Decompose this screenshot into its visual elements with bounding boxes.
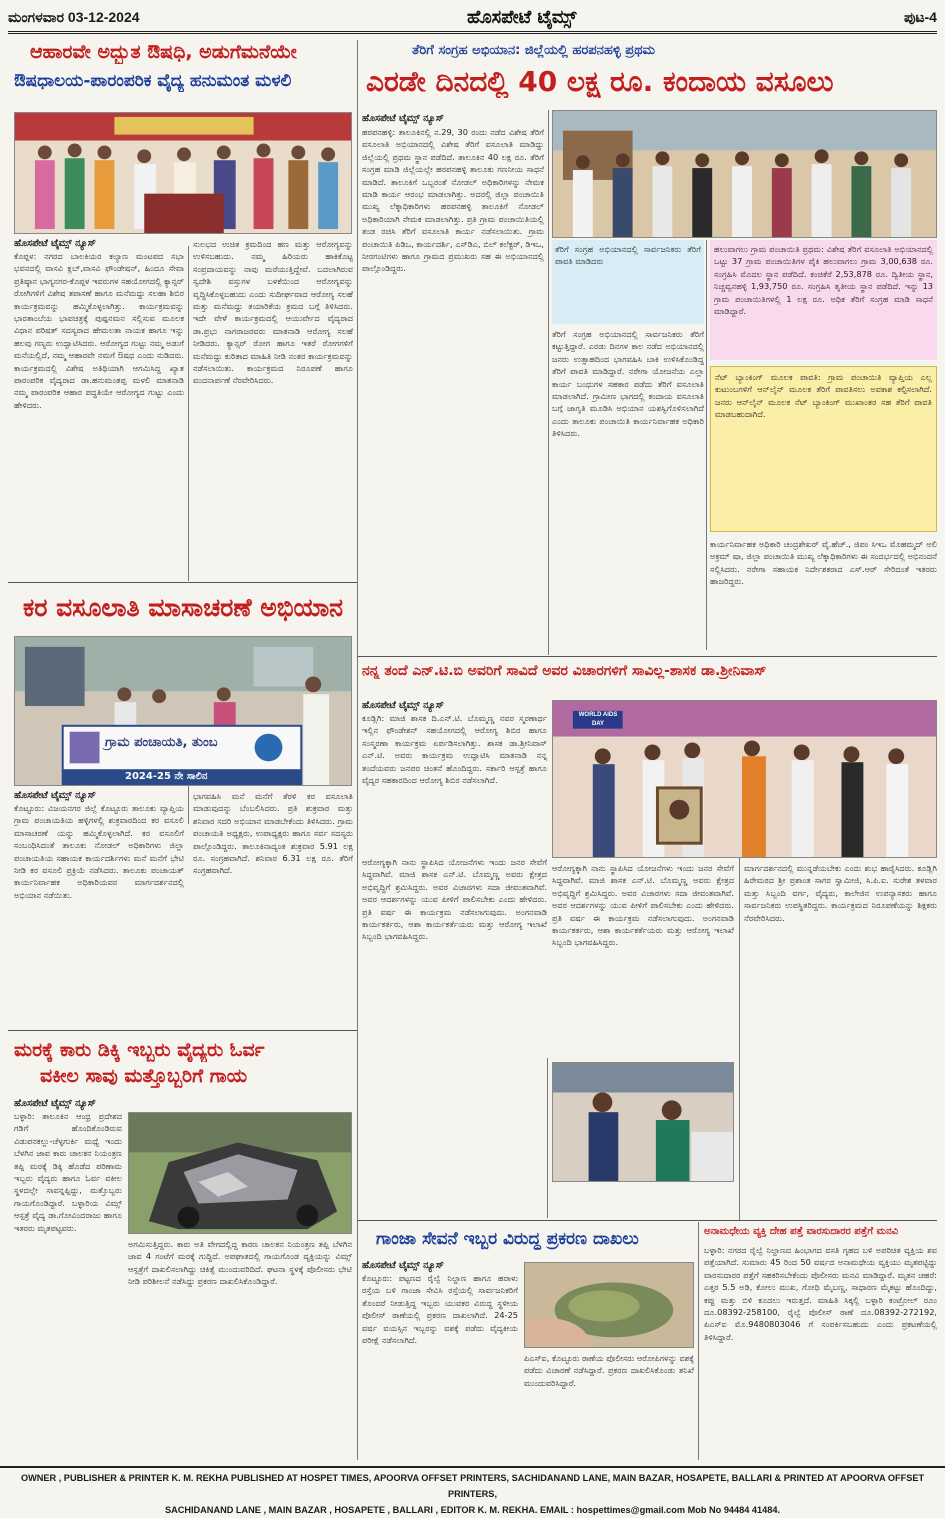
story2-pink-box-text: ಹಲುವಾಗಲು ಗ್ರಾಮ ಪಂಚಾಯಿತಿ ಪ್ರಥಮ: ವಿಶೇಷ ತೆರಿಗೆ ವಸೂಲಾತಿ ಅಭಿಯಾನದಲ್ಲಿ ಒಟ್ಟು 37 ಗ್ರಾಮ ಪಂಚಾಯಿತಿಗಳ ಪೈಕಿ ಹಲುವಾಗಲು ಗ್ರಾಮ 3,00,638 ರೂ. ಸಂಗ್ರಹಿಸಿ ಮೊದಲ ಸ್ಥಾನ ಪಡೆದಿದೆ. ಕಂಚಿಕೆರೆ 2,53,878 ರೂ. ದ್ವಿತೀಯ ಸ್ಥಾನ, ನಿಚ್ಚವ್ವನಹಳ್ಳಿ 1,93,750 ರೂ. ಸಂಗ್ರಹಿಸಿ ತೃತೀಯ ಸ್ಥಾನ ಪಡೆದಿದೆ. ಇನ್ನು 13 ಗ್ರಾಮ ಪಂಚಾಯಿತಿಗಳಲ್ಲಿ 1 ಲಕ್ಷ ರೂ. ಅಧಿಕ ತೆರಿಗೆ ಸಂಗ್ರಹ ಮಾಡಿ ಸಾಧನೆ ಮಾಡಿದ್ದಾರೆ.: [714, 244, 933, 317]
story2-body-col2: ತೆರಿಗೆ ಸಂಗ್ರಹ ಅಭಿಯಾನದಲ್ಲಿ ಸಾರ್ವಜನಿಕರು ತೆರಿಗೆ ಕಟ್ಟುತ್ತಿದ್ದಾರೆ. ಎರಡು ದಿನಗಳ ಕಾಲ ನಡೆದ ಅಭಿಯಾನದಲ್ಲಿ ಜನರು ಉತ್ಸಾಹದಿಂದ ಭಾಗವಹಿಸಿ ಬಾಕಿ ಉಳಿಸಿಕೊಂಡಿದ್ದ ತೆರಿಗೆ ಪಾವತಿ ಮಾಡಿದ್ದಾರೆ. ನರೇಗಾ ಯೋಜನೆಯ ಎಲ್ಲಾ ಕಾರ್ಯ ಬಂಧುಗಳ ಸಹಕಾರ ಪಡೆದು ತೆರಿಗೆ ವಸೂಲಾತಿ ಮಾಡಲಾಗಿದೆ. ಗ್ರಾಮೀಣ ಭಾಗದಲ್ಲಿ ಕಂದಾಯ ವಸೂಲಾತಿ ಬಗ್ಗೆ ಜಾಗೃತಿ ಮೂಡಿಸಿ ಅಭಿಯಾನ ಯಶಸ್ವಿಗೊಳಿಸಲಾಗಿದೆ ಎಂದು ತಾಲೂಕು ಪಂಚಾಯಿತಿ ಕಾರ್ಯನಿರ್ವಾಹಕ ಅಧಿಕಾರಿ ತಿಳಿಸಿದರು.: [552, 329, 704, 439]
story2-pink-box: [710, 240, 937, 360]
page-number: ಪುಟ-4: [903, 9, 937, 25]
story1-photo: [14, 112, 352, 234]
story4-byline: ಹೊಸಪೇಟೆ ಟೈಮ್ಸ್ ನ್ಯೂಸ್: [14, 1098, 96, 1109]
story2-photo-caption-box: [552, 240, 704, 324]
footer-imprint: [0, 1466, 945, 1515]
story4-headline-line1: ಮರಕ್ಕೆ ಕಾರು ಡಿಕ್ಕಿ ಇಬ್ಬರು ವೈದ್ಯರು ಓರ್ವ: [14, 1040, 265, 1061]
story5-photo: [552, 700, 937, 858]
story2-byline: ಹೊಸಪೇಟೆ ಟೈಮ್ಸ್ ನ್ಯೂಸ್: [362, 113, 444, 124]
story6-byline: ಹೊಸಪೇಟೆ ಟೈಮ್ಸ್ ನ್ಯೂಸ್: [362, 1260, 444, 1271]
story7-headline: ಅನಾಮಧೇಯ ವ್ಯಕ್ತಿ ದೇಹ ಪತ್ತೆ ವಾರಸುದಾರರ ಪತ್ತೆಗೆ ಮನವಿ: [704, 1226, 899, 1237]
story5-body-mid: ಆರೋಗ್ಯಕ್ಕಾಗಿ ನಾನು ಸ್ಥಾಪಿಸಿದ ಯೋಜನೆಗಳು ಇಂದು ಜನರ ಸೇವೆಗೆ ಸಿದ್ಧವಾಗಿವೆ. ಮಾಜಿ ಶಾಸಕ ಎನ್.ಟಿ. ಬೊಮ್ಮಣ್ಣ ಅವರು ಕ್ಷೇತ್ರದ ಅಭಿವೃದ್ಧಿಗೆ ಶ್ರಮಿಸಿದ್ದರು. ಅವರ ವಿಚಾರಗಳು ಸದಾ ಜೀವಂತವಾಗಿವೆ. ಅವರ ಆದರ್ಶಗಳನ್ನು ಯುವ ಪೀಳಿಗೆ ಪಾಲಿಸಬೇಕು ಎಂದು ಹೇಳಿದರು. ಪ್ರತಿ ವರ್ಷ ಈ ಕಾರ್ಯಕ್ರಮ ನಡೆಸಲಾಗುವುದು. ಅಂಗನವಾಡಿ ಕಾರ್ಯಕರ್ತರು, ಆಶಾ ಕಾರ್ಯಕರ್ತೆಯರು ಮತ್ತು ಆರೋಗ್ಯ ಇಲಾಖೆ ಸಿಬ್ಬಂದಿ ಭಾಗವಹಿಸಿದ್ದರು.: [552, 863, 734, 948]
story5-photo-2: [552, 1062, 734, 1182]
story1-headline-line2: ಔಷಧಾಲಯ-ಪಾರಂಪರಿಕ ವೈದ್ಯ ಹನುಮಂತ ಮಳಲಿ: [14, 72, 292, 91]
footer-line1: OWNER , PUBLISHER & PRINTER K. M. REKHA PUBLISHED AT HOSPET TIMES, APOORVA OFFSET PRINTERS, SACHIDANAND LANE, MAIN BAZAR, HOSAPETE, BALLARI & PRINTED AT APOORVA OFFSET PRINTERS,: [20, 1473, 925, 1499]
story3-photo: [14, 636, 352, 786]
footer-line2: SACHIDANAND LANE , MAIN BAZAR , HOSAPETE , BALLARI , EDITOR K. M. REKHA. EMAIL : hospettimes@gmail.com Mob No 94484 41484.: [164, 1505, 781, 1515]
story3-byline: ಹೊಸಪೇಟೆ ಟೈಮ್ಸ್ ನ್ಯೂಸ್: [14, 790, 96, 801]
story6-headline: ಗಾಂಜಾ ಸೇವನೆ ಇಬ್ಬರ ವಿರುದ್ಧ ಪ್ರಕರಣ ದಾಖಲು: [376, 1230, 639, 1249]
masthead: [8, 4, 937, 34]
story2-photo: [552, 110, 937, 238]
story4-headline-line2: ವಕೀಲ ಸಾವು ಮತ್ತೊಬ್ಬರಿಗೆ ಗಾಯ: [40, 1066, 248, 1087]
story3-body-left: ಕೊಟ್ಟೂರು: ವಿಜಯನಗರ ಜಿಲ್ಲೆ ಕೊಟ್ಟೂರು ತಾಲೂಕು ವ್ಯಾಪ್ತಿಯ ಗ್ರಾಮ ಪಂಚಾಯತಿಯ ಹಳ್ಳಿಗಳಲ್ಲಿ ಶುಕ್ರವಾರದಿಂದ ಕರ ವಸೂಲಿ ಮಾಸಾಚರಣೆ ಯನ್ನು ಹಮ್ಮಿಕೊಳ್ಳಲಾಗಿದೆ. ಕರ ವಸೂಲಿಗೆ ಸಂಬಂಧಿಸಿದಂತೆ ತಾಲೂಕು ನೋಡಲ್ ಅಧಿಕಾರಿಗಳು ಜಿಲ್ಲಾ ಪಂಚಾಯತಿಯ ಸಹಾಯಕ ಕಾರ್ಯದರ್ಶಿಗಳು ಮನೆ ಮನೆಗೆ ಭೇಟಿ ನೀಡಿ ಕರ ವಸೂಲಿ ಪ್ರಕ್ರಿಯೆ ನಡೆಸಿದರು. ತಾಲೂಕು ಪಂಚಾಯತ್ ಕಾರ್ಯನಿರ್ವಾಹಕ ಅಧಿಕಾರಿಯವರ ಮಾರ್ಗದರ್ಶನದಲ್ಲಿ ಅಭಿಯಾನ ನಡೆಯಿತು.: [14, 803, 184, 900]
story2-kicker: ತೆರಿಗೆ ಸಂಗ್ರಹ ಅಭಿಯಾನ: ಜಿಲ್ಲೆಯಲ್ಲಿ ಹರಪನಹಳ್ಳಿ ಪ್ರಥಮ: [412, 44, 655, 58]
story5-headline: ನನ್ನ ತಂದೆ ಎನ್.ಟಿ.ಬಿ ಅವರಿಗೆ ಸಾವಿದೆ ಅವರ ವಿಚಾರಗಳಿಗೆ ಸಾವಿಲ್ಲ-ಶಾಸಕ ಡಾ.ಶ್ರೀನಿವಾಸ್: [362, 663, 767, 679]
story1-body-right: ಸುಲಭದ ಉಚಿತ ಕ್ರಮದಿಂದ ಹಣ ಮತ್ತು ಆರೋಗ್ಯವನ್ನು ಉಳಿಸಬಹುದು. ನಮ್ಮ ಹಿರಿಯರು ಹಾಕಿಕೊಟ್ಟ ಸಂಪ್ರದಾಯವನ್ನು ನಾವು ಮರೆಯುತ್ತಿದ್ದೇವೆ. ಬದಲಾಗಿರುವ ಸ್ವದೇಶಿ ವಸ್ತುಗಳ ಬಳಕೆಯಿಂದ ಆರೋಗ್ಯವನ್ನು ವೃದ್ಧಿಸಿಕೊಳ್ಳಬಹುದು ಎಂದು ಸುದೀರ್ಘವಾದ ಆರೋಗ್ಯ ಸಲಹೆ ಮತ್ತು ಮನೆಮದ್ದು ತಯಾರಿಕೆಯ ಕ್ರಮದ ಬಗ್ಗೆ ತಿಳಿಸಿದರು. ಇದೇ ವೇಳೆ ಕಾರ್ಯಕ್ರಮದಲ್ಲಿ ಆಯುರ್ವೇದ ವೈದ್ಯರಾದ ಡಾ.ಪ್ರಭು ನಾಗರಾಜರವರು ಮಾತನಾಡಿ ಆರೋಗ್ಯ ಸಲಹೆ ನೀಡಿದರು. ಕ್ಯಾನ್ಸರ್ ರೋಗ ಹಾಗೂ ಇತರೆ ರೋಗಗಳಿಗೆ ಮನೆಮದ್ದು ಕುರಿತಾದ ಮಾಹಿತಿ ನೀಡಿ ನಂತರ ಕಾರ್ಯಕ್ರಮವನ್ನು ನಡೆಸಲಾಯಿತು. ಕಾರ್ಯಕ್ರಮದ ನಿರೂಪಣೆ ಹಾಗೂ ವಂದನಾರ್ಪಣೆ ನೆರವೇರಿಸಿದರು.: [193, 239, 353, 386]
story2-photo-caption: ತೆರಿಗೆ ಸಂಗ್ರಹ ಅಭಿಯಾನದಲ್ಲಿ ಸಾರ್ವಜನಿಕರು ತೆರಿಗೆ ಪಾವತಿ ಮಾಡಿದರು: [555, 244, 701, 267]
story7-body: ಬಳ್ಳಾರಿ: ನಗರದ ರೈಲ್ವೆ ನಿಲ್ದಾಣದ ಹಿಂಭಾಗದ ವಸತಿ ಗೃಹದ ಬಳಿ ಅಪರಿಚಿತ ವ್ಯಕ್ತಿಯ ಶವ ಪತ್ತೆಯಾಗಿದೆ. ಸುಮಾರು 45 ರಿಂದ 50 ವರ್ಷದ ಅನಾಮಧೇಯ ವ್ಯಕ್ತಿಯು ಮೃತಪಟ್ಟಿದ್ದು ವಾರಸುದಾರರ ಪತ್ತೆಗೆ ಸಹಕರಿಸಬೇಕೆಂದು ಪೊಲೀಸರು ಮನವಿ ಮಾಡಿದ್ದಾರೆ. ಮೃತನ ಚಹರೆ: ಎತ್ತರ 5.5 ಅಡಿ, ಕೋಲು ಮುಖ, ಗೋಧಿ ಮೈಬಣ್ಣ, ಸಾಧಾರಣ ಮೈಕಟ್ಟು ಹೊಂದಿದ್ದು, ಕಪ್ಪು ಮತ್ತು ಬಿಳಿ ಕೂದಲು ಇರುತ್ತದೆ. ಮಾಹಿತಿ ಸಿಕ್ಕಲ್ಲಿ ಬಳ್ಳಾರಿ ಕಂಟ್ರೋಲ್ ರೂಂ ದೂ.08392-258100, ರೈಲ್ವೆ ಪೊಲೀಸ್ ಠಾಣೆ ದೂ.08392-272192, ಪಿಎಸ್ಐ ಮೊ.9480803046 ಗೆ ಸಂಪರ್ಕಿಸಬಹುದು ಎಂದು ಪ್ರಕಟಣೆಯಲ್ಲಿ ತಿಳಿಸಿದ್ದಾರೆ.: [704, 1245, 937, 1342]
story1-body-left: ಕೊಪ್ಪಳ: ನಗರದ ಬಾಲಕಿಯರ ಕಲ್ಯಾಣ ಮಂಟಪದ ಸಭಾ ಭವನದಲ್ಲಿ ವಾಸವಿ ಕ್ಲಬ್,ವಾಸವಿ ಫೌಂಡೇಷನ್, ಹಿಂದೂ ಸೇವಾ ಪ್ರತಿಷ್ಠಾನ ಭಾಗ್ಯನಗರ-ಕೊಪ್ಪಳ ಇವರುಗಳ ಸಹಯೋಗದಲ್ಲಿ ಕ್ಯಾನ್ಸರ್ ರೋಗಿಗಳಿಗೆ ವಿಶೇಷ ತಪಾಸಣೆ ಹಾಗೂ ಮನೆಮದ್ದು ಸಲಹಾ ಶಿಬಿರ ಕಾರ್ಯಕ್ರಮವನ್ನು ಹಮ್ಮಿಕೊಳ್ಳಲಾಗಿತ್ತು. ಕಾರ್ಯಕ್ರಮವನ್ನು ಭಾರತಾಂಬೆಯ ಭಾವಚಿತ್ರಕ್ಕೆ ಪುಷ್ಪನಮನ ಸಲ್ಲಿಸುವ ಮೂಲಕ ವಿಧಾನ ಪರಿಷತ್ ಸದಸ್ಯರಾದ ಹೇಮಲತಾ ನಾಯಕ ಹಾಗೂ ಇನ್ನು ಹಲವು ಗಣ್ಯರು ಉದ್ಘಾಟಿಸಿದರು. ಆರೋಗ್ಯದ ಗುಟ್ಟು ನಮ್ಮ ಅಡುಗೆ ಮನೆಯಲ್ಲಿದೆ, ನಮ್ಮ ಆಹಾರವೇ ನಮಗೆ ಔಷಧ ಎಂದು ನುಡಿದರು. ಕಾರ್ಯಕ್ರಮದಲ್ಲಿ ವಿಶೇಷ ಅತಿಥಿಯಾಗಿ ಆಗಮಿಸಿದ್ದ ಖ್ಯಾತ ಪಾರಂಪರಿಕ ವೈದ್ಯರಾದ ಡಾ.ಹನುಮಂತಪ್ಪ ಮಳಲಿ ಮಾತನಾಡಿ ನಮ್ಮ ಪಾರಂಪರಿಕ ಆಹಾರ ಪದ್ಧತಿಯೇ ಆರೋಗ್ಯದ ಗುಟ್ಟು ಎಂದು ಹೇಳಿದರು.: [14, 251, 184, 410]
story5-body-left-continued: ಆರೋಗ್ಯಕ್ಕಾಗಿ ನಾನು ಸ್ಥಾಪಿಸಿದ ಯೋಜನೆಗಳು ಇಂದು ಜನರ ಸೇವೆಗೆ ಸಿದ್ಧವಾಗಿವೆ. ಮಾಜಿ ಶಾಸಕ ಎನ್.ಟಿ. ಬೊಮ್ಮಣ್ಣ ಅವರು ಕ್ಷೇತ್ರದ ಅಭಿವೃದ್ಧಿಗೆ ಶ್ರಮಿಸಿದ್ದರು. ಅವರ ವಿಚಾರಗಳು ಸದಾ ಜೀವಂತವಾಗಿವೆ. ಅವರ ಆದರ್ಶಗಳನ್ನು ಯುವ ಪೀಳಿಗೆ ಪಾಲಿಸಬೇಕು ಎಂದು ಹೇಳಿದರು. ಪ್ರತಿ ವರ್ಷ ಈ ಕಾರ್ಯಕ್ರಮ ನಡೆಸಲಾಗುವುದು. ಅಂಗನವಾಡಿ ಕಾರ್ಯಕರ್ತರು, ಆಶಾ ಕಾರ್ಯಕರ್ತೆಯರು ಮತ್ತು ಆರೋಗ್ಯ ಇಲಾಖೆ ಸಿಬ್ಬಂದಿ ಭಾಗವಹಿಸಿದ್ದರು.: [362, 857, 547, 942]
story5-body-right: ಮಾರ್ಗದರ್ಶನದಲ್ಲಿ ಮುನ್ನಡೆಯಬೇಕು ಎಂದು ಶುಭ ಹಾರೈಸಿದರು. ಕೂಡ್ಲಿಗಿ ಹಿರೇಮಠದ ಶ್ರೀ ಪ್ರಶಾಂತ ಸಾಗರ ಸ್ವಾಮೀಜಿ, ಸಿ.ಪಿ.ಐ. ಸುರೇಶ ತಳವಾರ ಮತ್ತು ಸಿಬ್ಬಂದಿ ವರ್ಗ, ವೈದ್ಯರು, ಕಾಲೇಜಿನ ಉಪನ್ಯಾಸಕರು ಹಾಗೂ ಸಾರ್ವಜನಿಕರು ಉಪಸ್ಥಿತರಿದ್ದರು. ಕಾರ್ಯಕ್ರಮದ ನಿರೂಪಣೆಯನ್ನು ಶಿಕ್ಷಕರು ನೆರವೇರಿಸಿದರು.: [744, 863, 937, 923]
story3-headline: ಕರ ವಸೂಲಾತಿ ಮಾಸಾಚರಣೆ ಅಭಿಯಾನ: [22, 594, 344, 622]
story4-car-photo: [128, 1112, 352, 1234]
story4-body-left: ಬಳ್ಳಾರಿ: ತಾಲೂಕಿನ ಆಂಧ್ರ ಪ್ರದೇಶದ ಗಡಿಗೆ ಹೊಂದಿಕೊಂಡಿರುವ ವಿಡುಪನಕಲ್ಲು-ಚೆಳ್ಳಗುರ್ಕಿ ಮಧ್ಯೆ ಇಂದು ಬೆಳಗಿನ ಜಾವ ಕಾರು ಚಾಲಕನ ನಿಯಂತ್ರಣ ತಪ್ಪಿ ಮರಕ್ಕೆ ಡಿಕ್ಕಿ ಹೊಡೆದ ಪರಿಣಾಮ ಇಬ್ಬರು ವೈದ್ಯರು ಹಾಗೂ ಓರ್ವ ವಕೀಲ ಸ್ಥಳದಲ್ಲೇ ಸಾವನ್ನಪ್ಪಿದ್ದು, ಮತ್ತೊಬ್ಬರು ಗಾಯಗೊಂಡಿದ್ದಾರೆ. ಬಳ್ಳಾರಿಯ ವಿಮ್ಸ್ ಆಸ್ಪತ್ರೆ ವೈದ್ಯ ಡಾ.ಗೋವಿಂದರಾಜು ಹಾಗೂ ಇತರರು ಮೃತಪಟ್ಟವರು.: [14, 1111, 122, 1233]
story2-body-col1: ಹರಪನಹಳ್ಳಿ: ತಾಲೂಕಿನಲ್ಲಿ ನ.29, 30 ರಂದು ನಡೆದ ವಿಶೇಷ ತೆರಿಗೆ ವಸೂಲಾತಿ ಅಭಿಯಾನದಲ್ಲಿ ವಿಶೇಷ ತೆರಿಗೆ ವಸೂಲಾತಿ ಮಾಡಿದ್ದು ಜಿಲ್ಲೆಯಲ್ಲಿ ಪ್ರಥಮ ಸ್ಥಾನ ಪಡೆದಿದೆ. ತಾಲೂಕಿನ 40 ಲಕ್ಷ ರೂ. ತೆರಿಗೆ ಸಂಗ್ರಹ ಮಾಡಿ ಜಿಲ್ಲೆಯಲ್ಲೇ ಹರಪನಹಳ್ಳಿ ತಾಲೂಕು ಗಣನೀಯ ಸಾಧನೆ ಮಾಡಿದೆ. ತಾಲೂಕಿಗೆ ಒಬ್ಬರಂತೆ ನೋಡಲ್ ಅಧಿಕಾರಿಗಳನ್ನು ನೇಮಕ ಮಾಡಿ ಕಾರ್ಯ ಆರಂಭ ಮಾಡಲಾಗಿತ್ತು. ಅದರಲ್ಲಿ ಜಿಲ್ಲಾ ಪಂಚಾಯಿತಿ ಮುಖ್ಯ ಲೆಕ್ಕಾಧಿಕಾರಿಗಳು ಹರಪನಹಳ್ಳಿ ತಾಲೂಕಿಗೆ ನೋಡಲ್ ಅಧಿಕಾರಿಯಾಗಿ ನೇಮಕ ಮಾಡಲಾಗಿತ್ತು. ಪ್ರತಿ ಗ್ರಾಮ ಪಂಚಾಯಿತಿಯಲ್ಲಿ ತಂಡ ರಚಿಸಿ ತೆರಿಗೆ ವಸೂಲಾತಿ ಕಾರ್ಯ ನಡೆಸಲಾಯಿತು. ಗ್ರಾಮ ಪಂಚಾಯಿತಿ ಪಿಡಿಒ, ಕಾರ್ಯದರ್ಶಿ, ಎಸ್‌ಡಿಎ, ಬಿಲ್ ಕಲೆಕ್ಟರ್, ಡಿಇಒ, ನೀರಗಂಟಿಗಳು ಹಾಗೂ ಗ್ರಾಮದ ಪ್ರಮುಖರು ಸಹ ಈ ಅಭಿಯಾನದಲ್ಲಿ ಪಾಲ್ಗೊಂಡಿದ್ದರು.: [362, 127, 544, 274]
story3-banner-text: ಗ್ರಾಮ ಪಂಚಾಯತಿ, ತುಂಬ: [105, 735, 218, 750]
story2-yellow-box: [710, 366, 937, 532]
story3-banner-year: 2024-25 ನೇ ಸಾಲಿನ: [125, 771, 208, 782]
story6-body-right: ಪಿಎಸ್ಐ, ಕೊಟ್ಟೂರು ಠಾಣೆಯ ಪೊಲೀಸರು ಆರೋಪಿಗಳನ್ನು ವಶಕ್ಕೆ ಪಡೆದು ವಿಚಾರಣೆ ನಡೆಸಿದ್ದಾರೆ. ಪ್ರಕರಣ ದಾಖಲಿಸಿಕೊಂಡು ತನಿಖೆ ಮುಂದುವರಿಸಿದ್ದಾರೆ.: [524, 1353, 694, 1388]
story6-photo: [524, 1262, 694, 1348]
story3-body-right: ಭಾಗವಹಿಸಿ ಮನೆ ಮನೆಗೆ ತೆರಳಿ ಕರ ವಸೂಲಾತಿ ಮಾಡುವುದನ್ನು ಬೆಂಬಲಿಸಿದರು. ಪ್ರತಿ ಶುಕ್ರವಾರ ಮತ್ತು ಶನಿವಾರ ಸದರಿ ಅಭಿಯಾನ ಮಾಡಬೇಕೆಂದು ತಿಳಿಸಿದರು. ಗ್ರಾಮ ಪಂಚಾಯತಿ ಅಧ್ಯಕ್ಷರು, ಉಪಾಧ್ಯಕ್ಷರು ಹಾಗೂ ಸರ್ವ ಸದಸ್ಯರು ಪಾಲ್ಗೊಂಡಿದ್ದರು. ತಾಲೂಕಿನಾದ್ಯಂತ ಶುಕ್ರವಾರ 5.91 ಲಕ್ಷ ರೂ. ಸಂಗ್ರಹವಾಗಿದೆ. ಶನಿವಾರ 6.31 ಲಕ್ಷ ರೂ. ತೆರಿಗೆ ಸಂಗ್ರಹವಾಗಿದೆ.: [193, 791, 353, 876]
story4-body-right: ಅಗಮಿಸುತ್ತಿದ್ದರು. ಕಾರು ಅತಿ ವೇಗದಲ್ಲಿದ್ದ ಕಾರಣ ಚಾಲಕನ ನಿಯಂತ್ರಣ ತಪ್ಪಿ ಬೆಳಗಿನ ಜಾವ 4 ಗಂಟೆಗೆ ಮರಕ್ಕೆ ಗುದ್ದಿದೆ. ಅಪಘಾತದಲ್ಲಿ ಗಾಯಗೊಂಡ ವ್ಯಕ್ತಿಯನ್ನು ವಿಮ್ಸ್ ಆಸ್ಪತ್ರೆಗೆ ದಾಖಲಿಸಲಾಗಿದ್ದು ಚಿಕಿತ್ಸೆ ಮುಂದುವರಿದಿದೆ. ಘಟನಾ ಸ್ಥಳಕ್ಕೆ ಪೊಲೀಸರು ಭೇಟಿ ನೀಡಿ ಪರಿಶೀಲನೆ ನಡೆಸಿದ್ದು ಪ್ರಕರಣ ದಾಖಲಿಸಿಕೊಂಡಿದ್ದಾರೆ.: [128, 1239, 352, 1287]
story6-body-left: ಕೊಟ್ಟೂರು: ಪಟ್ಟಣದ ರೈಲ್ವೆ ನಿಲ್ದಾಣ ಹಾಗೂ ಹರಾಳು ರಸ್ತೆಯ ಬಳಿ ಗಾಂಜಾ ಸೇವಿಸಿ ರಸ್ತೆಯಲ್ಲಿ ಸಾರ್ವಜನಿಕರಿಗೆ ತೊಂದರೆ ನೀಡುತ್ತಿದ್ದ ಇಬ್ಬರು ಯುವಕರ ವಿರುದ್ಧ ಸ್ಥಳೀಯ ಪೊಲೀಸ್ ಠಾಣೆಯಲ್ಲಿ ಪ್ರಕರಣ ದಾಖಲಾಗಿದೆ. 24-25 ವರ್ಷ ವಯಸ್ಸಿನ ಇಬ್ಬರನ್ನು ವಶಕ್ಕೆ ಪಡೆದು ವೈದ್ಯಕೀಯ ಪರೀಕ್ಷೆ ನಡೆಸಲಾಗಿದೆ.: [362, 1273, 518, 1346]
paper-name: ಹೊಸಪೇಟೆ ಟೈಮ್ಸ್: [467, 7, 577, 28]
story2-yellow-box-text: ನೆಟ್ ಬ್ಯಾಂಕಿಂಗ್ ಮೂಲಕ ಪಾವತಿ: ಗ್ರಾಮ ಪಂಚಾಯಿತಿ ವ್ಯಾಪ್ತಿಯ ಎಲ್ಲ ಕುಟುಂಬಗಳಿಗೆ ಆನ್‌ಲೈನ್ ಮೂಲಕ ತೆರಿಗೆ ಪಾವತಿಸಲು ಅವಕಾಶ ಕಲ್ಪಿಸಲಾಗಿದೆ. ಜನರು ಆನ್‌ಲೈನ್ ಮೂಲಕ ನೆಟ್ ಬ್ಯಾಂಕಿಂಗ್ ಮುಖಾಂತರ ಸಹ ತೆರಿಗೆ ಪಾವತಿ ಮಾಡಬಹುದಾಗಿದೆ.: [715, 372, 932, 420]
story5-body-top: ಕೂಡ್ಲಿಗಿ: ಮಾಜಿ ಶಾಸಕ ದಿ.ಎನ್.ಟಿ. ಬೊಮ್ಮಣ್ಣ ನವರ ಸ್ಮರಣಾರ್ಥ ಇಲ್ಲಿನ ಫೌಂಡೇಶನ್ ಸಹಯೋಗದಲ್ಲಿ ಆರೋಗ್ಯ ಶಿಬಿರ ಹಾಗೂ ಸಂಸ್ಮರಣಾ ಕಾರ್ಯಕ್ರಮ ಏರ್ಪಡಿಸಲಾಗಿತ್ತು. ಶಾಸಕ ಡಾ.ಶ್ರೀನಿವಾಸ್ ಎನ್.ಟಿ. ಅವರು ಕಾರ್ಯಕ್ರಮ ಉದ್ಘಾಟಿಸಿ ಮಾತನಾಡಿ ನನ್ನ ತಂದೆಯವರು ಜನಪರ ಚಿಂತನೆ ಹೊಂದಿದ್ದರು. ಸರ್ಕಾರಿ ಆಸ್ಪತ್ರೆ ಹಾಗೂ ವೈದ್ಯರ ಸಹಕಾರದಿಂದ ಆರೋಗ್ಯ ಶಿಬಿರ ನಡೆಸಲಾಗಿದೆ.: [362, 713, 547, 786]
issue-date: ಮಂಗಳವಾರ 03-12-2024: [8, 9, 140, 25]
story2-body-col3: ಕಾರ್ಯನಿರ್ವಾಹಕ ಅಧಿಕಾರಿ ಚಂದ್ರಶೇಖರ್ ವೈ.ಹೆಚ್., ಜಿಪಂ ಸಿಇಒ ಮೊಹಮ್ಮದ್ ಅಲಿ ಅಕ್ರಮ್ ಷಾ, ಜಿಲ್ಲಾ ಪಂಚಾಯಿತಿ ಮುಖ್ಯ ಲೆಕ್ಕಾಧಿಕಾರಿಗಳು ಈ ಸಂದರ್ಭದಲ್ಲಿ ಅಭಿನಂದನೆ ಸಲ್ಲಿಸಿದರು. ನರೇಗಾ ಸಹಾಯಕ ನಿರ್ದೇಶಕರಾದ ಎಸ್.ಆರ್ ಸೇರಿದಂತೆ ಇತರರು ಹಾಜರಿದ್ದರು.: [710, 539, 937, 587]
story5-banner-text: WORLD AIDS DAY: [578, 712, 618, 727]
story5-byline: ಹೊಸಪೇಟೆ ಟೈಮ್ಸ್ ನ್ಯೂಸ್: [362, 700, 444, 711]
story1-headline-line1: ಆಹಾರವೇ ಅದ್ಭುತ ಔಷಧಿ, ಅಡುಗೆಮನೆಯೇ: [30, 42, 297, 63]
story1-byline: ಹೊಸಪೇಟೆ ಟೈಮ್ಸ್ ನ್ಯೂಸ್: [14, 238, 96, 249]
story2-headline: ಎರಡೇ ದಿನದಲ್ಲಿ 40 ಲಕ್ಷ ರೂ. ಕಂದಾಯ ವಸೂಲು: [366, 66, 834, 98]
